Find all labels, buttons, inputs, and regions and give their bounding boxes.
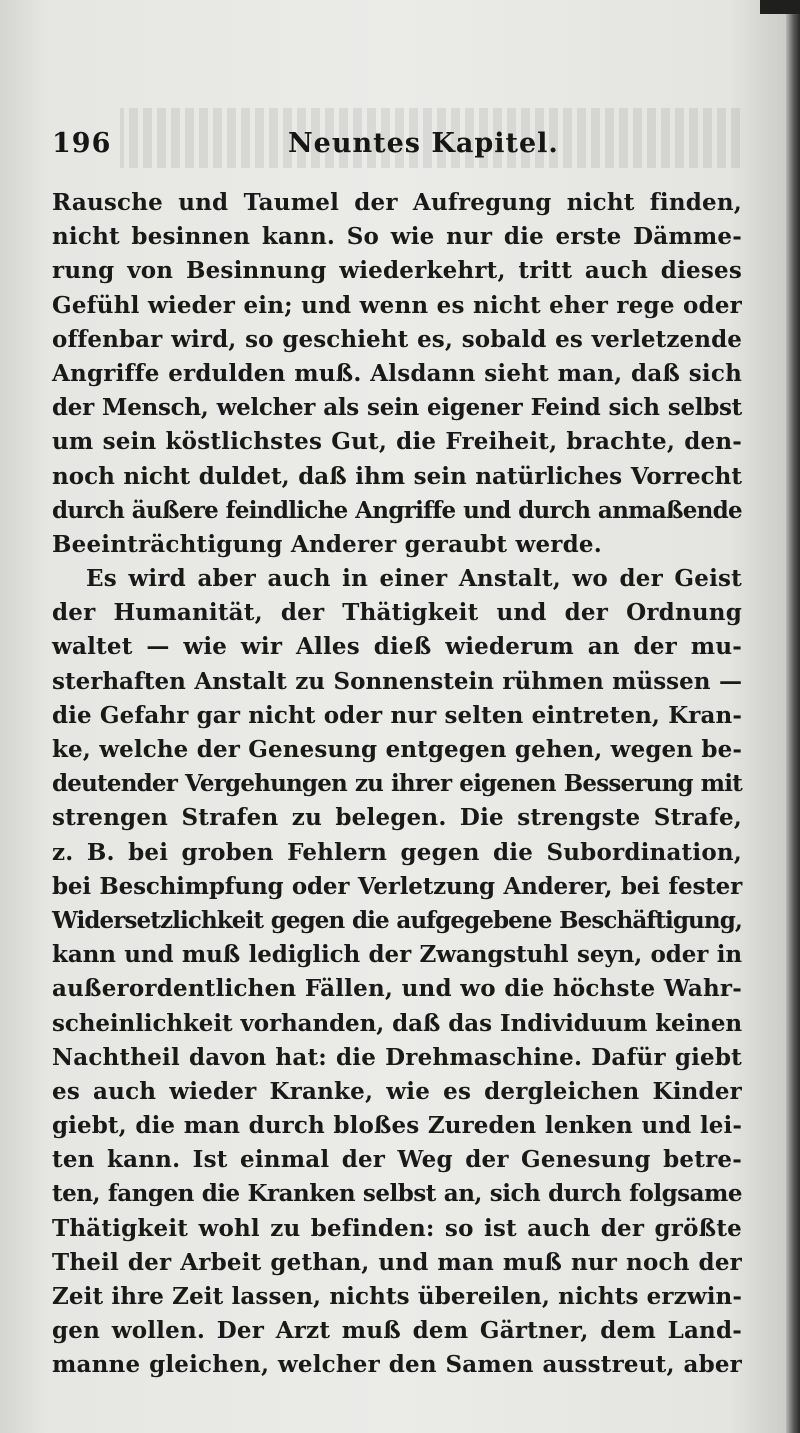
text-line: Beeinträchtigung Anderer geraubt werde. [52,530,602,558]
page-header [52,128,742,168]
text-line: durch äußere feindliche Angriffe und durch anmaßende [52,496,742,524]
text-line: deutender Vergehungen zu ihrer eigenen Besserung mit [52,770,742,798]
text-line: Nachtheil davon hat: die Drehmaschine. Dafür giebt [52,1043,742,1071]
page-corner-shadow [760,0,800,14]
text-line: Thätigkeit wohl zu befinden: so ist auch der größte [52,1214,742,1242]
text-line: ke, welche der Genesung entgegen gehen, wegen be- [52,736,742,763]
text-line: die Gefahr gar nicht oder nur selten eintreten, Kran- [52,701,742,729]
text-line: waltet — wie wir Alles dieß wiederum an der mu- [52,633,742,661]
text-line: ten kann. Ist einmal der Weg der Genesung betre- [52,1146,742,1174]
text-line: es auch wieder Kranke, wie es dergleichen Kinder [52,1077,742,1105]
text-line: Widersetzlichkeit gegen die aufgegebene Beschäftigung, [52,906,742,934]
text-line: bei Beschimpfung oder Verletzung Anderer, bei fester [52,872,742,900]
page-edge-shadow [786,0,800,1433]
text-line: gen wollen. Der Arzt muß dem Gärtner, dem Land- [52,1317,742,1345]
text-line: Angriffe erdulden muß. Alsdann sieht man, daß sich [52,359,742,387]
text-line: sterhaften Anstalt zu Sonnenstein rühmen müssen — [52,667,742,695]
text-line: der Humanität, der Thätigkeit und der Ordnung [52,599,742,627]
text-line: scheinlichkeit vorhanden, daß das Individuum keinen [52,1009,742,1037]
text-line: giebt, die man durch bloßes Zureden lenken und lei- [52,1112,742,1140]
page-number: 196 [52,128,112,159]
text-line: kann und muß lediglich der Zwangstuhl seyn, oder in [52,941,742,969]
running-head: Neuntes Kapitel. [288,128,559,159]
text-line: um sein köstlichstes Gut, die Freiheit, brachte, den- [52,428,742,456]
text-line: Rausche und Taumel der Aufregung nicht finden, [52,189,742,216]
text-line: strengen Strafen zu belegen. Die strengste Strafe, [52,804,742,832]
text-line: rung von Besinnung wiederkehrt, tritt auch dieses [52,257,742,285]
body-text [52,186,742,1383]
text-line: offenbar wird, so geschieht es, sobald es verletzende [52,325,742,353]
text-line: Es wird aber auch in einer Anstalt, wo der Geist [86,565,742,593]
text-line: Theil der Arbeit gethan, und man muß nur noch der [52,1248,742,1276]
text-line: noch nicht duldet, daß ihm sein natürliches Vorrecht [52,462,742,490]
text-line: nicht besinnen kann. So wie nur die erste Dämme- [52,223,742,251]
text-line: ten, fangen die Kranken selbst an, sich durch folgsame [52,1180,742,1208]
text-line: Gefühl wieder ein; und wenn es nicht eher rege oder [52,291,742,319]
text-line: außerordentlichen Fällen, und wo die höchste Wahr- [52,975,742,1003]
text-line: z. B. bei groben Fehlern gegen die Subordination, [52,838,742,866]
text-line: manne gleichen, welcher den Samen ausstreut, aber [52,1351,742,1379]
text-line: der Mensch, welcher als sein eigener Feind sich selbst [52,394,742,422]
text-line: Zeit ihre Zeit lassen, nichts übereilen, nichts erzwin- [52,1283,742,1310]
